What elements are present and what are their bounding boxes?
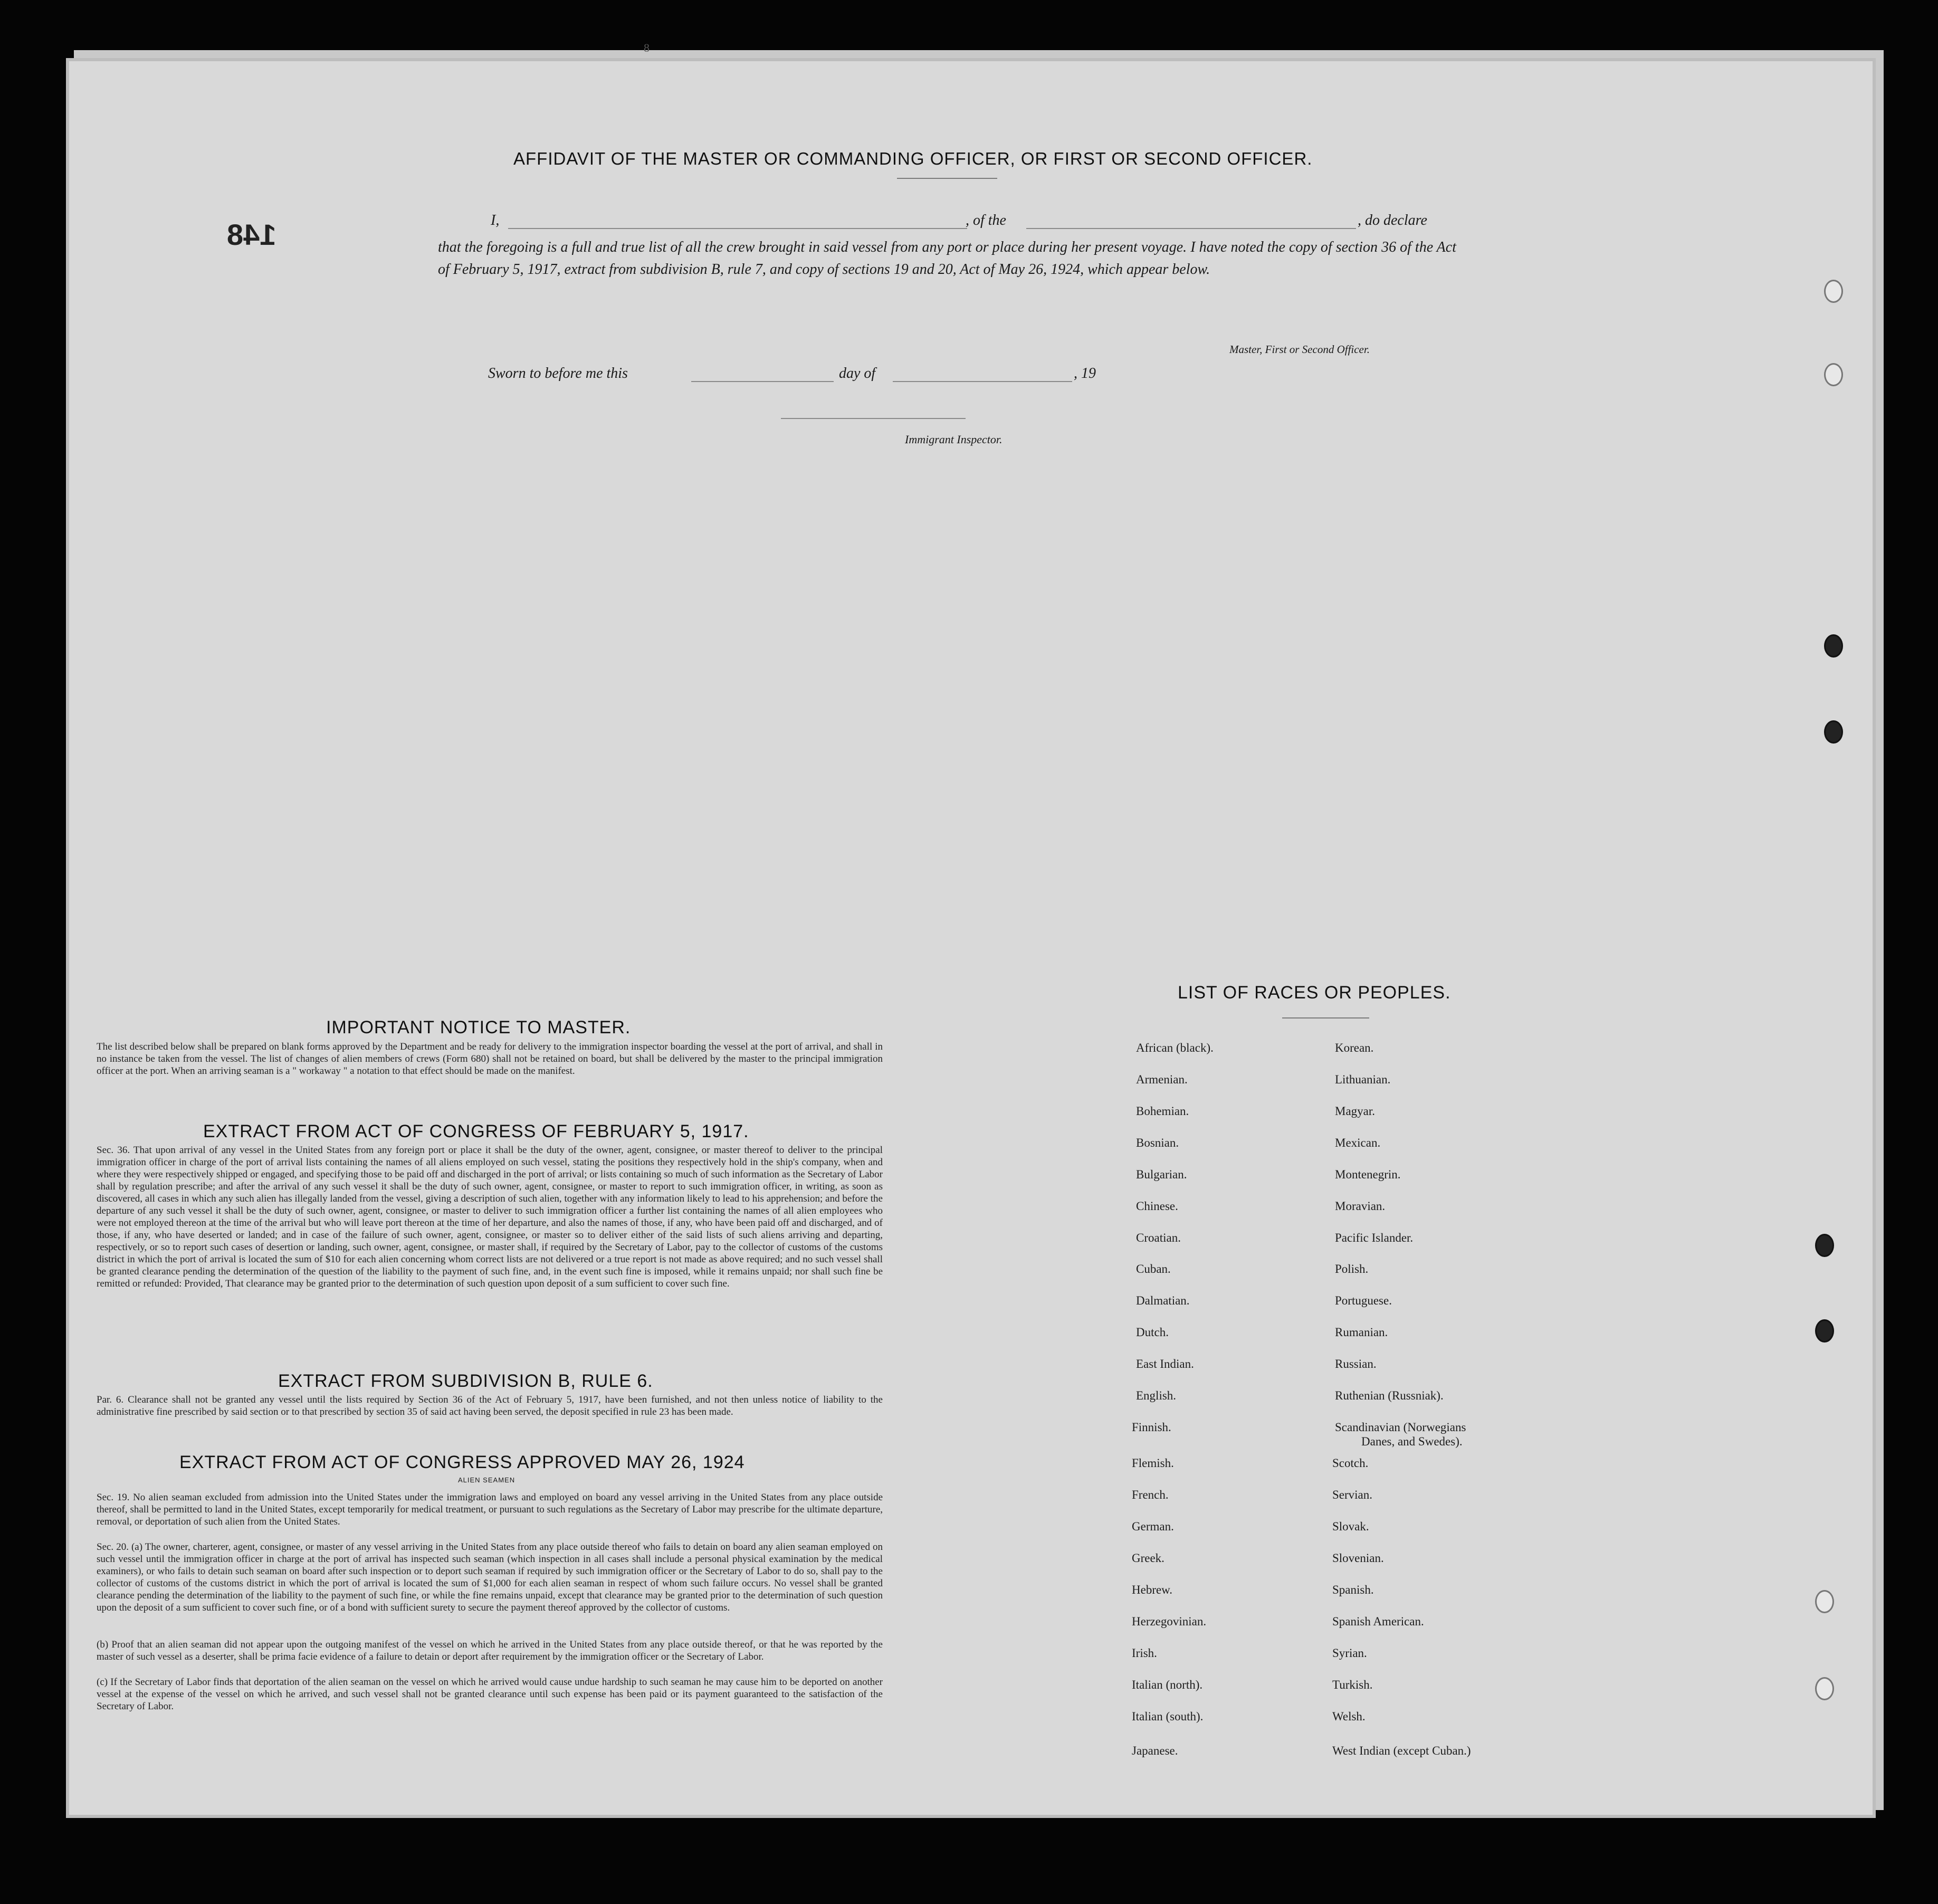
race-item: Pacific Islander. [1335,1231,1414,1244]
race-item: Russian. [1335,1357,1377,1370]
race-item: Slovenian. [1332,1551,1384,1565]
binding-hole [1824,363,1843,386]
race-item: Montenegrin. [1335,1168,1401,1181]
race-item: Dutch. [1136,1326,1169,1339]
binding-hole [1815,1234,1834,1257]
signature-caption: Master, First or Second Officer. [1229,343,1370,356]
affidavit-body: that the foregoing is a full and true list of all the crew brought in said vessel from any port or place during her present voyage. I have noted the copy of section 36 of the Act of February 5, 1917, extract from subdivision B, rule 7, and copy of sections 19 and 20, Act of May 26, 1924, which appear below. [438,239,1456,278]
binding-hole [1815,1319,1834,1343]
race-item: Dalmatian. [1136,1294,1190,1307]
race-item: Croatian. [1136,1231,1181,1244]
race-item: Italian (north). [1132,1678,1203,1691]
notice-title: IMPORTANT NOTICE TO MASTER. [326,1017,631,1037]
sec20a-body: Sec. 20. (a) The owner, charterer, agent, consignee, or master of any vessel arriving in the United States from any place outside thereof who fails to detain on board any alien seaman employed on such vessel until the immigration officer in charge at the port of arrival has inspected such seaman (which inspection in all cases shall include a personal physical examination by the medical examiners), or who fails to detain such seaman on board after such inspection or to deport such seaman if required by such immigration officer or the Secretary of Labor to do so, shall pay to the collector of customs of the customs district in which the port of arrival is located the sum of $1,000 for each alien seaman in respect of whom such failure occurs. No vessel shall be granted clearance pending the determination of the liability to the payment of such fine, or while the fine remains unpaid, except that clearance may be granted prior to the determination of such question upon the deposit of a sum sufficient to cover such fine, or of a bond with sufficient surety to secure the payment thereof approved by the collector of customs. [97,1541,883,1613]
races-title-rule [1282,1017,1369,1018]
race-item: Hebrew. [1132,1583,1173,1596]
race-item: Scotch. [1332,1456,1369,1470]
race-item: Bohemian. [1136,1105,1189,1118]
race-item: Turkish. [1332,1678,1373,1691]
month-blank[interactable] [893,381,1072,382]
day-blank[interactable] [691,381,834,382]
race-item: Italian (south). [1132,1710,1204,1723]
race-item: French. [1132,1488,1169,1501]
race-item: Mexican. [1335,1136,1381,1149]
extract-1917-body: Sec. 36. That upon arrival of any vessel in the United States from any foreign port or place it shall be the duty of the owner, agent, consignee, or master thereof to deliver to the principal immigration officer in charge of the port of arrival lists containing the names of all aliens employed on such vessel, stating the positions they respectively hold in the ship's company, when and where they were respectively shipped or engaged, and specifying those to be paid off and discharged in the port of arrival; or lists containing so much of such information as the Secretary of Labor shall by regulation prescribe; and after the arrival of any such vessel it shall be the duty of such owner, agent, consignee, or master to report to such immigration officer, in writing, as soon as discovered, all cases in which any such alien has illegally landed from the vessel, giving a description of such alien, together with any information likely to lead to his apprehension; and before the departure of any such vessel it shall be the duty of such owner, agent, consignee, or master to deliver to such immigration officer a further list containing the names of all alien employees who were not employed thereon at the time of the arrival but who will leave port thereon at the time of her departure, and also the names of those, if any, who have been paid off and discharged, and of those, if any, who have deserted or landed; and in case of the failure of such owner, agent, consignee, or master so to deliver either of the said lists of such aliens arriving and departing, respectively, or so to report such cases of desertion or landing, such owner, agent, consignee, or master shall, if required by the Secretary of Labor, pay to the collector of customs of the customs district in which the port of arrival is located the sum of $10 for each alien concerning whom correct lists are not delivered or a true report is not made as above required; and no such vessel shall be granted clearance pending the determination of the question of the liability to the payment of such fine, and, in the event such fine is imposed, while it remains unpaid; nor shall such fine be remitted or refunded: Provided, That clearance may be granted prior to the determination of such question upon deposit of a sum sufficient to cover such fine. [97,1145,883,1289]
race-item: Lithuanian. [1335,1073,1391,1086]
affidavit-do-declare: , do declare [1358,212,1427,229]
race-item: Japanese. [1132,1744,1178,1757]
notice-body: The list described below shall be prepared on blank forms approved by the Department and be ready for delivery to the immigration inspector boarding the vessel at the port of arrival, and shall in no instance be taken from the vessel. The list of changes of alien members of crews (Form 680) shall not be retained on board, but shall be delivered by the master to the principal immigration officer at the port. When an arriving seaman is a " workaway " a notation to that effect should be made on the manifest. [97,1041,883,1077]
sec20b-body: (b) Proof that an alien seaman did not appear upon the outgoing manifest of the vessel on which he arrived in the United States from any place outside thereof, or that he was reported by the master of such vessel as a deserter, shall be prima facie evidence of a failure to detain or deport after requirement by the immigration officer or the Secretary of Labor. [97,1639,883,1662]
name-blank[interactable] [508,228,967,229]
sec19-body: Sec. 19. No alien seaman excluded from admission into the United States under the immigration laws and employed on board any vessel arriving in the United States from any place outside thereof, shall be permitted to land in the United States, except temporarily for medical treatment, or pursuant to such regulations as the Secretary of Labor may prescribe for the ultimate departure, removal, or deportation of such alien from the United States. [97,1492,883,1527]
race-item: Spanish. [1332,1583,1374,1596]
binding-hole [1815,1590,1834,1613]
race-item: Herzegovinian. [1132,1615,1207,1628]
race-item: Rumanian. [1335,1326,1388,1339]
year-prefix: , 19 [1074,365,1096,382]
binding-hole [1824,280,1843,303]
race-item: Armenian. [1136,1073,1188,1086]
race-item: Irish. [1132,1646,1157,1660]
vessel-blank[interactable] [1026,228,1356,229]
race-item: Bosnian. [1136,1136,1179,1149]
rule6-body: Par. 6. Clearance shall not be granted any vessel until the lists required by Section 36 of the Act of February 5, 1917, have been furnished, and not then unless notice of liability to the administrative fine prescribed by said section or to that prescribed by section 35 of said act having been served, the deposit specified in rule 23 has been made. [97,1394,883,1417]
race-item: Scandinavian (Norwegians [1335,1421,1466,1434]
inspector-signature-line[interactable] [781,418,966,419]
day-of: day of [839,365,876,382]
race-item: Cuban. [1136,1262,1171,1275]
sworn-to: Sworn to before me this [488,365,628,382]
race-item: German. [1132,1520,1174,1533]
rule6-title: EXTRACT FROM SUBDIVISION B, RULE 6. [278,1371,653,1391]
affidavit-title: AFFIDAVIT OF THE MASTER OR COMMANDING OFFICER, OR FIRST OR SECOND OFFICER. [513,149,1313,168]
race-item: Spanish American. [1332,1615,1424,1628]
race-item: Danes, and Swedes). [1361,1435,1463,1448]
race-item: Polish. [1335,1262,1369,1275]
title-rule [897,178,997,179]
race-item: Greek. [1132,1551,1164,1565]
race-item: Portuguese. [1335,1294,1392,1307]
binding-hole [1824,720,1843,744]
race-item: Slovak. [1332,1520,1369,1533]
affidavit-i: I, [491,212,500,229]
race-item: Syrian. [1332,1646,1367,1660]
extract-1917-title: EXTRACT FROM ACT OF CONGRESS OF FEBRUARY 5, 1917. [203,1121,749,1141]
stamp-number: 148 [227,218,276,251]
race-item: Servian. [1332,1488,1373,1501]
race-item: Moravian. [1335,1199,1386,1213]
affidavit-of-the: , of the [966,212,1006,229]
race-item: Bulgarian. [1136,1168,1187,1181]
race-item: Chinese. [1136,1199,1178,1213]
page-number: 8 [644,41,650,54]
sec20c-body: (c) If the Secretary of Labor finds that deportation of the alien seaman on the vessel on which he arrived would cause undue hardship to such seaman he may cause him to be deported on another vessel at the expense of the vessel on which he arrived, and such vessel shall not be granted clearance until such expense has been paid or its payment guaranteed to the satisfaction of the Secretary of Labor. [97,1677,883,1712]
race-item: Welsh. [1332,1710,1366,1723]
races-title: LIST OF RACES OR PEOPLES. [1178,983,1451,1003]
race-item: Flemish. [1132,1456,1174,1470]
race-item: East Indian. [1136,1357,1194,1370]
race-item: Ruthenian (Russniak). [1335,1389,1444,1402]
race-item: West Indian (except Cuban.) [1332,1744,1471,1757]
race-item: Magyar. [1335,1105,1376,1118]
extract-1924-subtitle: ALIEN SEAMEN [458,1476,515,1484]
bleed-through-heading [317,135,324,158]
race-item: Korean. [1335,1041,1374,1054]
race-item: Finnish. [1132,1421,1171,1434]
race-item: English. [1136,1389,1177,1402]
binding-hole [1824,634,1843,658]
extract-1924-title: EXTRACT FROM ACT OF CONGRESS APPROVED MAY 26, 1924 [179,1452,745,1472]
race-item: African (black). [1136,1041,1214,1054]
binding-hole [1815,1677,1834,1700]
inspector-caption: Immigrant Inspector. [905,433,1003,446]
